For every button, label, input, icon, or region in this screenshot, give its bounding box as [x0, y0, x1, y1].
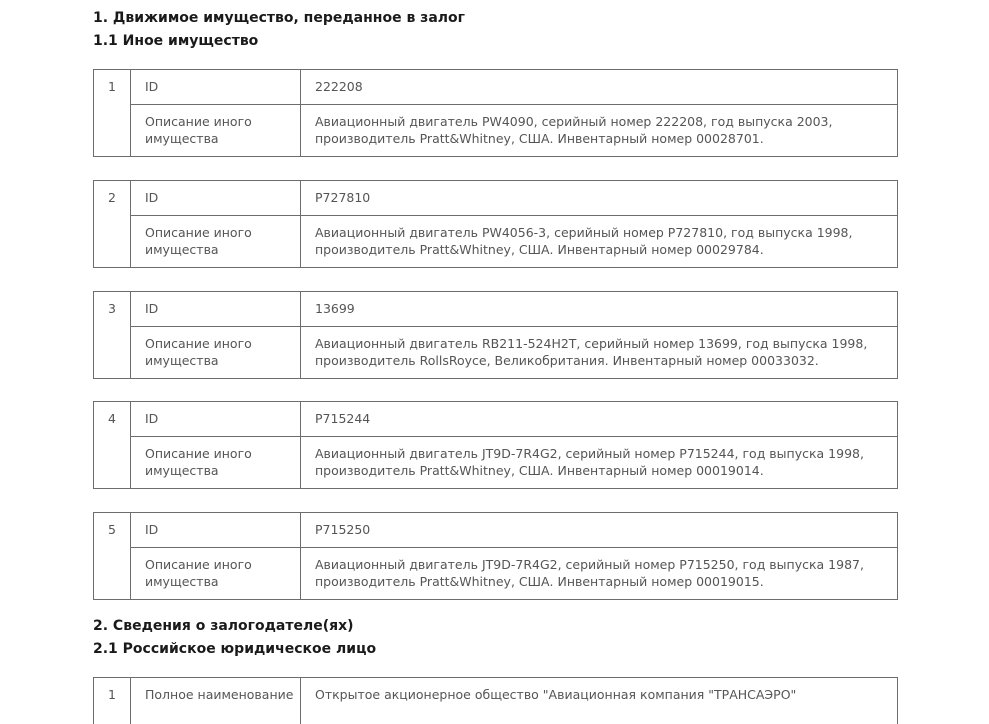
- id-label: ID: [131, 292, 301, 327]
- property-record-3: [93, 291, 898, 379]
- id-label: ID: [131, 181, 301, 216]
- property-record-4: [93, 401, 898, 489]
- property-record-5: [93, 512, 898, 600]
- id-value: P715250: [301, 513, 898, 548]
- property-record-2: [93, 180, 898, 268]
- record-number: 5: [94, 513, 131, 600]
- record-number: 2: [94, 181, 131, 268]
- section-2-1-subtitle: 2.1 Российское юридическое лицо: [93, 641, 377, 657]
- full-name-label: Полное наименование: [131, 678, 301, 724]
- id-value: 222208: [301, 70, 898, 105]
- description-value: Авиационный двигатель RB211-524H2T, серийный номер 13699, год выпуска 1998, производитель RollsRoyce, Великобритания. Инвентарный номер 00033032.: [301, 327, 898, 379]
- description-label: Описание иного имущества: [131, 437, 301, 489]
- description-label: Описание иного имущества: [131, 216, 301, 268]
- id-value: 13699: [301, 292, 898, 327]
- description-label: Описание иного имущества: [131, 105, 301, 157]
- property-record-1: [93, 69, 898, 157]
- section-2-title: 2. Сведения о залогодателе(ях): [93, 618, 354, 634]
- full-name-value: Открытое акционерное общество "Авиационная компания "ТРАНСАЭРО": [301, 678, 898, 724]
- id-label: ID: [131, 70, 301, 105]
- id-value: P715244: [301, 402, 898, 437]
- description-value: Авиационный двигатель PW4056-3, серийный номер P727810, год выпуска 1998, производитель Pratt&Whitney, США. Инвентарный номер 00029784.: [301, 216, 898, 268]
- record-number: 3: [94, 292, 131, 379]
- id-label: ID: [131, 513, 301, 548]
- description-value: Авиационный двигатель JT9D-7R4G2, серийный номер P715244, год выпуска 1998, производитель Pratt&Whitney, США. Инвентарный номер 00019014.: [301, 437, 898, 489]
- record-number: 4: [94, 402, 131, 489]
- record-number: 1: [94, 70, 131, 157]
- description-value: Авиационный двигатель JT9D-7R4G2, серийный номер P715250, год выпуска 1987, производитель Pratt&Whitney, США. Инвентарный номер 00019015.: [301, 548, 898, 600]
- description-label: Описание иного имущества: [131, 327, 301, 379]
- section-1-title: 1. Движимое имущество, переданное в залог: [93, 10, 465, 26]
- id-label: ID: [131, 402, 301, 437]
- record-number: 1: [94, 678, 131, 724]
- section-1-1-subtitle: 1.1 Иное имущество: [93, 33, 259, 49]
- pledgor-record-1: [93, 677, 898, 724]
- id-value: P727810: [301, 181, 898, 216]
- description-label: Описание иного имущества: [131, 548, 301, 600]
- description-value: Авиационный двигатель PW4090, серийный номер 222208, год выпуска 2003, производитель Pratt&Whitney, США. Инвентарный номер 00028701.: [301, 105, 898, 157]
